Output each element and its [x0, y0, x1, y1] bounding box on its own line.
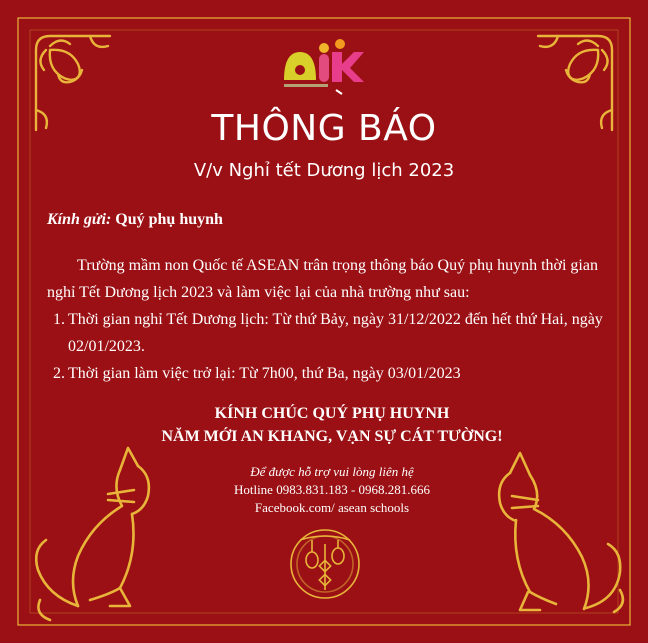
greeting: [47, 211, 223, 229]
logo-letter-i: [319, 54, 329, 82]
list-item-text: Thời gian làm việc trở lại: Từ 7h00, thứ Ba, ngày 03/01/2023: [68, 365, 461, 382]
page-title: THÔNG BÁO: [211, 108, 437, 149]
new-year-wish: [0, 402, 648, 448]
list-item: [47, 306, 617, 360]
contact-info: [0, 463, 648, 517]
contact-intro: Để được hỗ trợ vui lòng liên hệ: [250, 464, 414, 479]
school-logo: [278, 38, 368, 98]
intro-paragraph: Trường mầm non Quốc tế ASEAN trân trọng thông báo Quý phụ huynh thời gian nghỉ Tết Dương lịch 2023 và làm việc lại của nhà trường như sau:: [47, 257, 598, 301]
schedule-list: [47, 306, 617, 387]
wish-line-1: KÍNH CHÚC QUÝ PHỤ HUYNH: [214, 405, 450, 422]
page-subtitle: V/v Nghỉ tết Dương lịch 2023: [193, 160, 455, 181]
greeting-recipient: Quý phụ huynh: [115, 211, 223, 228]
logo-letter-k: [332, 52, 364, 82]
list-item-number: 2.: [53, 365, 65, 382]
list-item-number: 1.: [53, 311, 65, 328]
contact-facebook: Facebook.com/ asean schools: [254, 500, 410, 515]
contact-hotline: Hotline 0983.831.183 - 0968.281.666: [233, 482, 431, 497]
wish-line-2: NĂM MỚI AN KHANG, VẠN SỰ CÁT TƯỜNG!: [161, 428, 503, 445]
lantern-emblem: [291, 530, 359, 598]
list-item: [47, 360, 617, 387]
list-item-text: Thời gian nghỉ Tết Dương lịch: Từ thứ Bảy, ngày 31/12/2022 đến hết thứ Hai, ngày 02/01/2023.: [68, 311, 603, 355]
announcement-body: [47, 252, 617, 387]
greeting-label: Kính gửi:: [47, 211, 112, 228]
